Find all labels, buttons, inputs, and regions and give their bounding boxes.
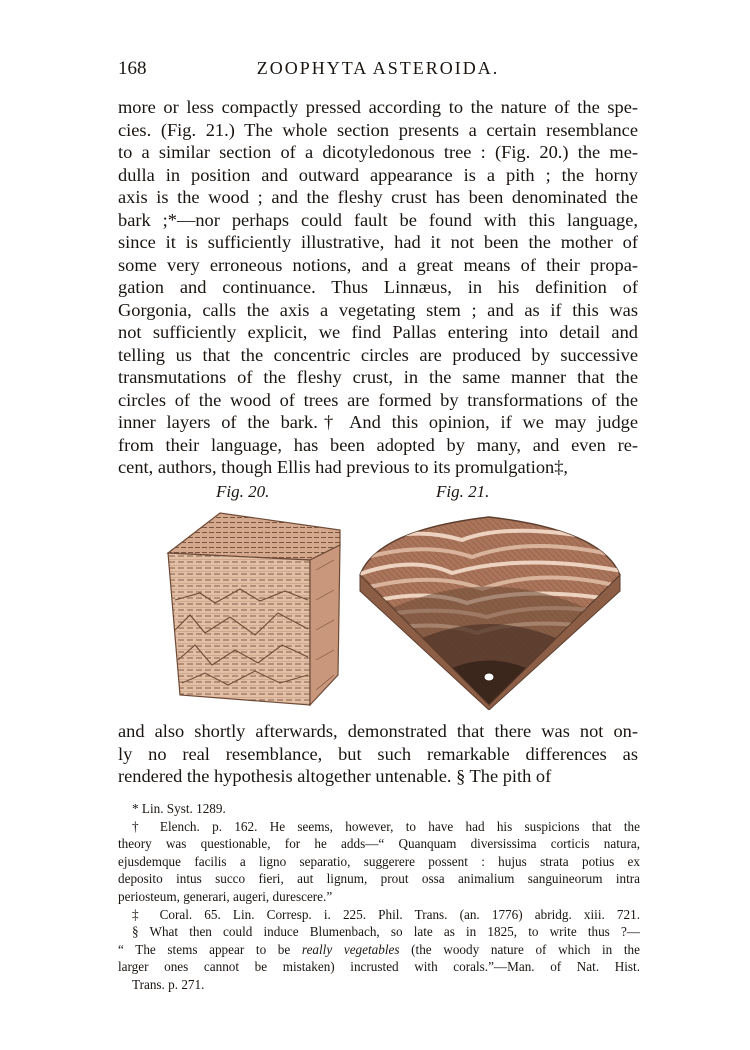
footnote-section-line: Trans. p. 271.	[132, 976, 205, 992]
text-line: inner layers of the bark.† And this opinion, if we may judge	[118, 412, 638, 432]
text-line: and also shortly afterwards, demonstrated that there was not on-	[118, 721, 638, 741]
text-line: cent, authors, though Ellis had previous to its promulgation‡,	[118, 457, 569, 477]
footnote-double-dagger: ‡ Coral. 65. Lin. Corresp. i. 225. Phil. Trans. (an. 1776) abridg. xiii. 721.	[132, 906, 640, 922]
figure-21-fan-section-illustration	[352, 505, 627, 710]
text-line: to a similar section of a dicotyledonous tree : (Fig. 20.) the me-	[118, 142, 638, 162]
footnote-text: “ The stems appear to be	[118, 941, 302, 957]
text-line: since it is sufficiently illustrative, had it not been the mother of	[118, 232, 638, 252]
footnote-section-line: § What then could induce Blumenbach, so late as in 1825, to write thus ?—	[132, 924, 640, 940]
footnote-dagger-line: deposito intus succo fieri, aut lignum, prout ossa animalium sanguineorum intra	[118, 871, 640, 887]
text-line: some very erroneous notions, and a great means of their propa-	[118, 254, 638, 275]
text-line: gation and continuance. Thus Linnæus, in his definition of	[118, 277, 638, 297]
text-line: circles of the wood of trees are formed by transformations of the	[118, 389, 638, 410]
figure-20-wood-section-illustration	[160, 505, 350, 710]
figure-20-caption: Fig. 20.	[216, 482, 270, 501]
text-line: cies. (Fig. 21.) The whole section presents a certain resemblance	[118, 119, 638, 140]
text-line: rendered the hypothesis altogether untenable. § The pith of	[118, 766, 552, 786]
footnote-dagger-line: † Elench. p. 162. He seems, however, to have had his suspicions that the	[132, 818, 640, 834]
text-line: telling us that the concentric circles are produced by successive	[118, 344, 638, 365]
footnote-text: (the woody nature of which in the	[399, 941, 640, 957]
text-line: more or less compactly pressed according to the nature of the spe-	[118, 97, 638, 117]
footnote-star: * Lin. Syst. 1289.	[132, 801, 226, 816]
running-head: ZOOPHYTA ASTEROIDA.	[256, 58, 500, 78]
text-line: transmutations of the fleshy crust, in the same manner that the	[118, 367, 638, 387]
text-line: not sufficiently explicit, we find Pallas entering into detail and	[118, 322, 638, 342]
text-line: bark ;*—nor perhaps could fault be found with this language,	[118, 209, 638, 230]
page-header	[118, 58, 638, 84]
footnote-section-line: larger ones cannot be mistaken) incrusted with corals.”—Man. of Nat. Hist.	[118, 959, 640, 975]
figure-21-caption: Fig. 21.	[436, 482, 490, 501]
footnote-italic-text: really vegetables	[301, 941, 400, 957]
footnote-section-line	[118, 941, 640, 959]
footnotes	[118, 800, 640, 994]
text-line: axis is the wood ; and the fleshy crust has been denominated the	[118, 187, 638, 207]
footnote-dagger-line: ejusdemque facilis a ligno separatio, suggerere possent : hujus strata potius ex	[118, 853, 640, 869]
footnote-dagger-line: periosteum, generari, augeri, durescere.”	[118, 888, 333, 904]
paragraph-1	[118, 96, 638, 479]
footnote-dagger-line: theory was questionable, for he adds—“ Quanquam diversissima corticis natura,	[118, 836, 640, 852]
page-number: 168	[118, 58, 147, 79]
text-line: from their language, has been adopted by many, and even re-	[118, 434, 638, 455]
paragraph-2	[118, 720, 638, 788]
text-line: ly no real resemblance, but such remarkable differences as	[118, 743, 638, 764]
text-line: Gorgonia, calls the axis a vegetating stem ; and as if this was	[118, 299, 638, 320]
text-line: dulla in position and outward appearance is a pith ; the horny	[118, 164, 638, 185]
